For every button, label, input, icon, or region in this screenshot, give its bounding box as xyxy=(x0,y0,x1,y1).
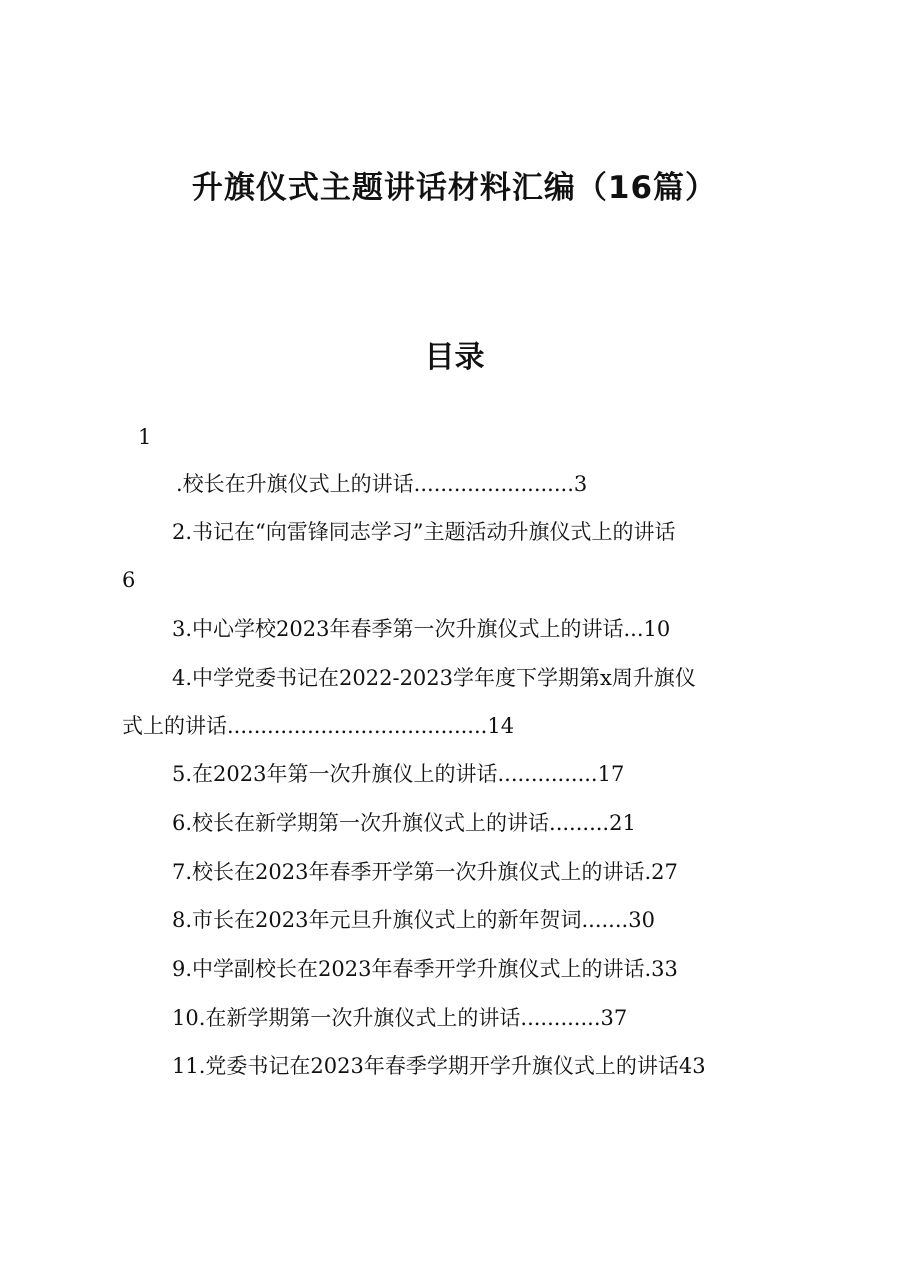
toc-item-4-continuation: 式上的讲话.......................................14 xyxy=(122,714,515,738)
toc-item-11: 11.党委书记在2023年春季学期开学升旗仪式上的讲话43 xyxy=(172,1054,706,1078)
toc-item-9: 9.中学副校长在2023年春季开学升旗仪式上的讲话.33 xyxy=(172,957,678,981)
toc-item-3: 3.中心学校2023年春季第一次升旗仪式上的讲话...10 xyxy=(172,617,671,641)
toc-item-6: 6.校长在新学期第一次升旗仪式上的讲话.........21 xyxy=(172,811,636,835)
toc-item-1-number: 1 xyxy=(138,425,152,449)
toc-item-7: 7.校长在2023年春季开学第一次升旗仪式上的讲话.27 xyxy=(172,860,678,884)
document-title: 升旗仪式主题讲话材料汇编（16篇） xyxy=(191,170,718,206)
toc-item-4: 4.中学党委书记在2022-2023学年度下学期第x周升旗仪 xyxy=(172,666,696,690)
toc-item-5: 5.在2023年第一次升旗仪上的讲话...............17 xyxy=(172,762,625,786)
toc-item-2-page: 6 xyxy=(122,568,136,592)
toc-heading: 目录 xyxy=(424,340,485,375)
toc-item-1: .校长在升旗仪式上的讲话........................3 xyxy=(176,472,588,496)
toc-item-2: 2.书记在“向雷锋同志学习”主题活动升旗仪式上的讲话 xyxy=(172,520,676,544)
toc-item-10: 10.在新学期第一次升旗仪式上的讲话............37 xyxy=(172,1006,628,1030)
toc-item-8: 8.市长在2023年元旦升旗仪式上的新年贺词.......30 xyxy=(172,908,655,932)
